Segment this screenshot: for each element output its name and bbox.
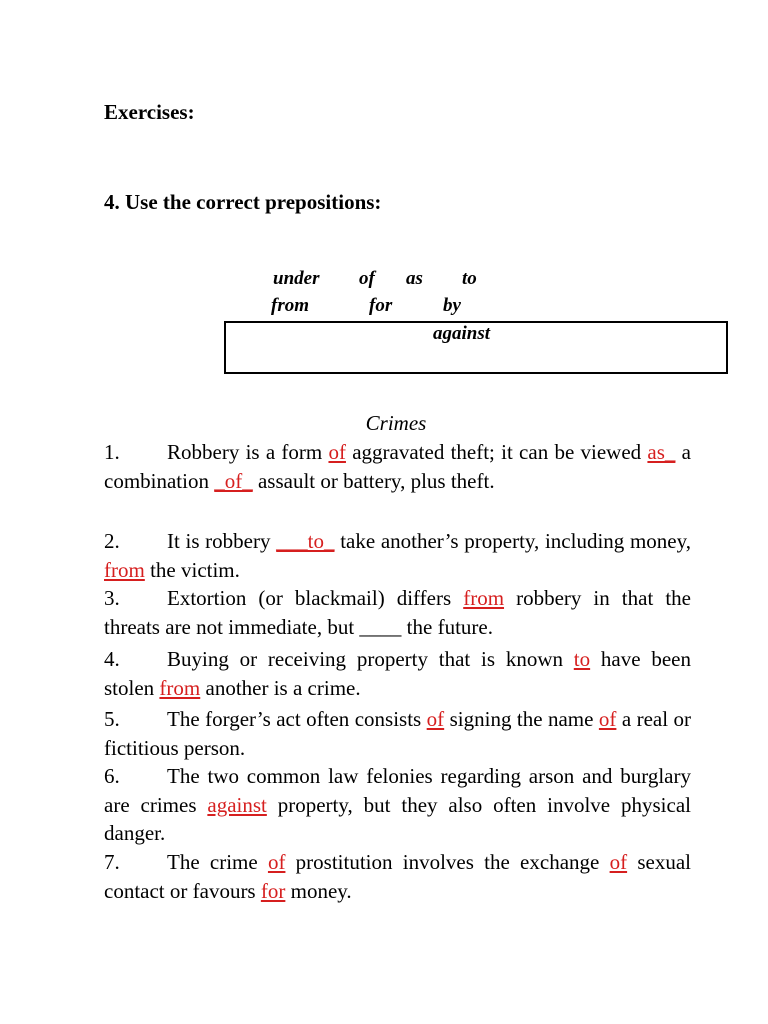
- answer-word: as_: [647, 440, 676, 464]
- sentence-text: The forger’s act often consists: [167, 707, 427, 731]
- sentence-text: It is robbery: [167, 529, 277, 553]
- sentence-text: signing the name: [444, 707, 599, 731]
- exercise-item: [104, 705, 691, 762]
- answer-word: of: [609, 850, 628, 874]
- section-title: Crimes: [365, 411, 427, 435]
- answer-word: of: [598, 707, 617, 731]
- answer-word: from: [159, 675, 201, 700]
- word-bank-word: as: [406, 268, 423, 289]
- sentence-text: Extortion (or blackmail) differs: [167, 586, 464, 610]
- exercise-item: [104, 645, 691, 702]
- item-number: 3.: [104, 586, 120, 610]
- answer-word: of: [267, 850, 286, 874]
- item-number: 5.: [104, 707, 120, 731]
- item-number: 6.: [104, 764, 120, 788]
- answer-word: from: [463, 586, 505, 610]
- sentence-text: a real or fictitious person.: [104, 707, 691, 760]
- item-number: 2.: [104, 529, 120, 553]
- word-bank-word: under: [273, 268, 320, 289]
- word-bank-word: by: [443, 295, 461, 316]
- word-bank-word: against: [433, 323, 491, 344]
- sentence-text: The two common law felonies regarding arson and burglary are crimes: [104, 764, 691, 817]
- sentence-text: aggravated theft; it can be viewed: [345, 440, 648, 464]
- exercise-item: [104, 584, 691, 641]
- word-bank-word: to: [462, 268, 477, 289]
- exercise-item: [104, 527, 691, 584]
- item-number: 7.: [104, 850, 120, 874]
- word-bank-word: from: [271, 295, 309, 316]
- sentence-text: money.: [285, 878, 352, 903]
- answer-word: from: [104, 557, 145, 582]
- word-bank-word: of: [359, 268, 375, 289]
- exercise-item: [104, 438, 691, 495]
- sentence-text: Buying or receiving property that is known: [167, 647, 574, 671]
- sentence-text: the victim.: [144, 557, 240, 582]
- answer-word: to: [573, 647, 591, 671]
- task-instruction: 4. Use the correct prepositions:: [104, 190, 382, 214]
- item-number: 1.: [104, 440, 120, 464]
- sentence-text: a combination: [104, 440, 691, 493]
- page-heading: Exercises:: [104, 100, 195, 124]
- sentence-text: The crime: [167, 850, 268, 874]
- sentence-text: have been stolen: [104, 647, 691, 700]
- item-number: 4.: [104, 647, 120, 671]
- answer-word: of: [426, 707, 445, 731]
- sentence-text: robbery in that the threats are not immediate, but ____ the future.: [104, 586, 691, 639]
- sentence-text: property, but they also often involve physical danger.: [104, 792, 691, 845]
- answer-word: for: [260, 878, 286, 903]
- sentence-text: sexual contact or favours: [104, 850, 691, 903]
- sentence-text: assault or battery, plus theft.: [252, 468, 495, 493]
- exercise-item: [104, 848, 691, 905]
- sentence-text: Robbery is a form: [167, 440, 329, 464]
- answer-word: of: [328, 440, 346, 464]
- answer-word: _of_: [214, 468, 253, 493]
- answer-word: ___to_: [276, 529, 335, 553]
- answer-word: against: [207, 792, 267, 817]
- word-bank-word: for: [369, 295, 393, 316]
- sentence-text: prostitution involves the exchange: [285, 850, 610, 874]
- exercise-item: [104, 762, 691, 848]
- sentence-text: take another’s property, including money,: [334, 529, 691, 553]
- sentence-text: another is a crime.: [200, 675, 361, 700]
